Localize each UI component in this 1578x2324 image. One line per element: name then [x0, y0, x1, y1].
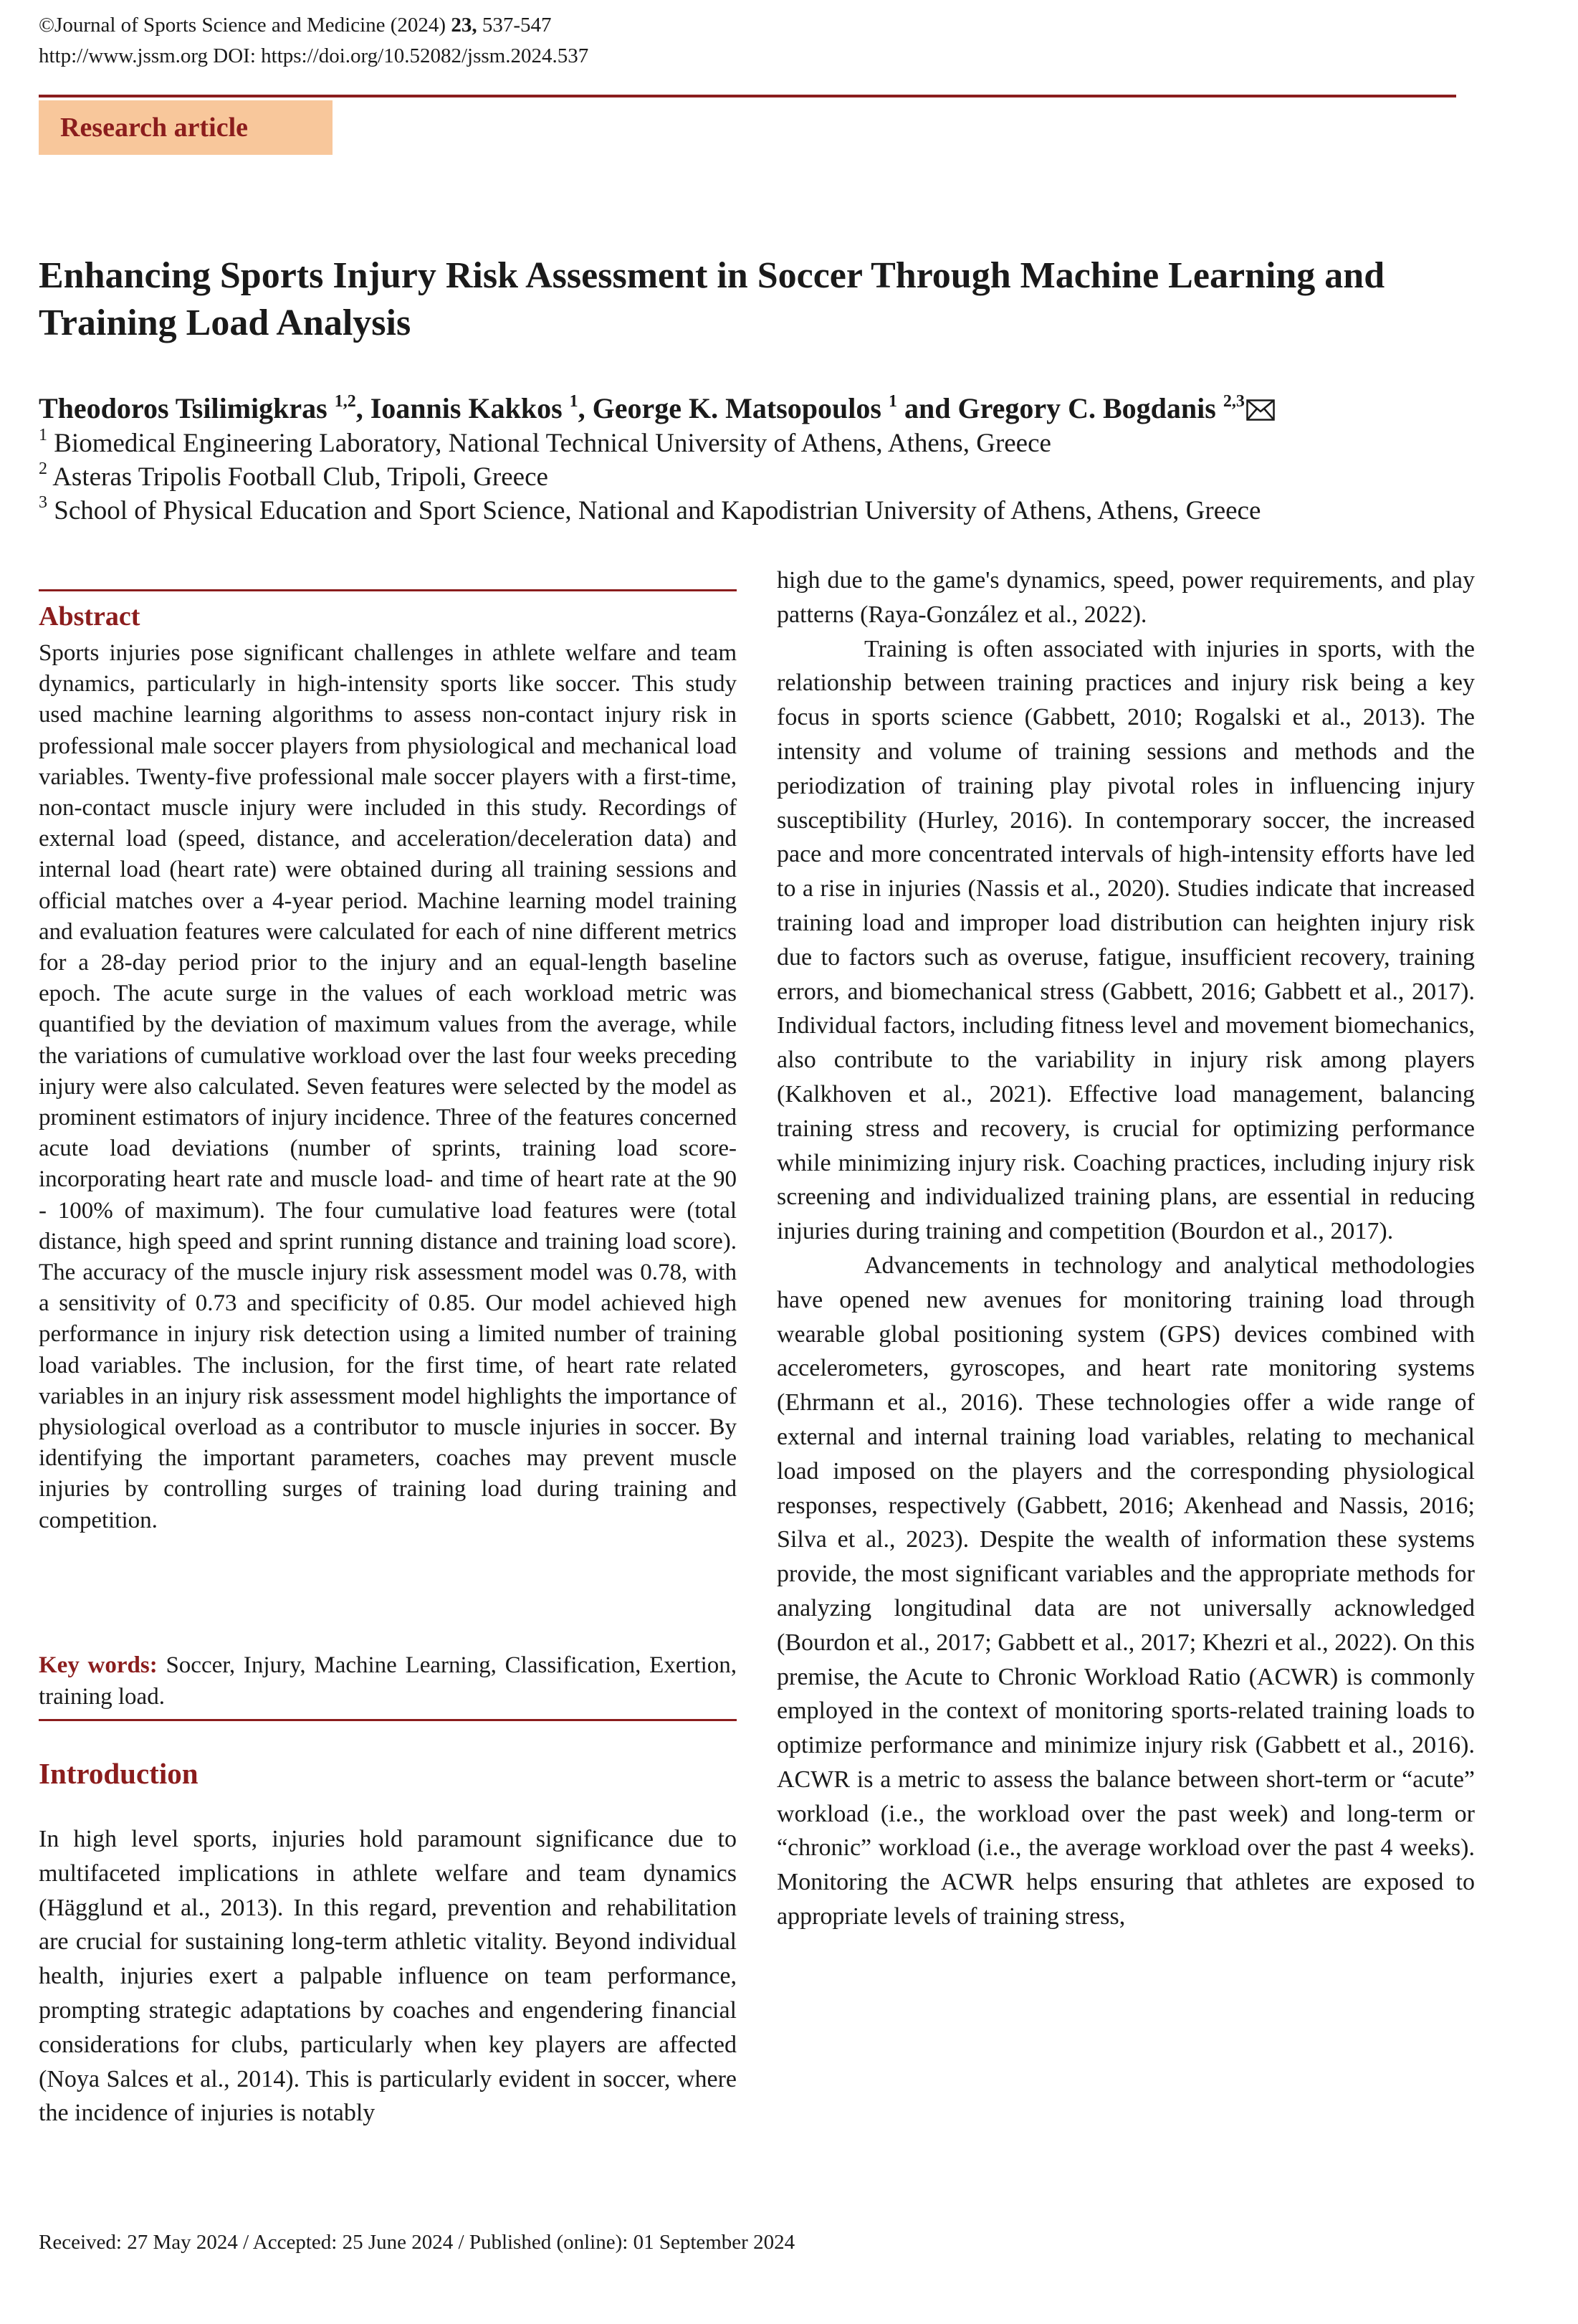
publication-dates: Received: 27 May 2024 / Accepted: 25 June 2024 / Published (online): 01 September 2024: [39, 2231, 795, 2254]
author-list: [39, 391, 1275, 426]
journal-info: [39, 10, 588, 72]
right-column-body: [777, 563, 1475, 1934]
journal-url-doi: http://www.jssm.org DOI: https://doi.org/10.52082/jssm.2024.537: [39, 44, 589, 67]
author: Ioannis Kakkos $^1$,: [370, 392, 593, 424]
envelope-icon[interactable]: [1246, 399, 1275, 421]
left-column-body: [39, 1822, 737, 2130]
keywords-bottom-rule: [39, 1719, 737, 1721]
affiliation-2: $^2$ Asteras Tripolis Football Club, Tripoli, Greece: [39, 459, 548, 492]
intro-paragraph-2: Training is often associated with injuries in sports, with the relationship between training practices and injury risk being a key focus in sports science (Gabbett, 2010; Rogalski et al., 2013). The intensity and volume of training sessions and methods and the periodization of training play pivotal roles in influencing injury susceptibility (Hurley, 2016). In contemporary soccer, the increased pace and more concentrated intervals of high-intensity efforts have led to a rise in injuries (Nassis et al., 2020). Studies indicate that increased training load and improper load distribution can heighten injury risk due to factors such as overuse, fatigue, insufficient recovery, training errors, and biomechanical stress (Gabbett, 2016; Gabbett et al., 2017). Individual factors, including fitness level and movement biomechanics, also contribute to the variability in injury risk among players (Kalkhoven et al., 2021). Effective load management, balancing training stress and recovery, is crucial for optimizing performance while minimizing injury risk. Coaching practices, including injury risk screening and individualized training plans, are essential in reducing injuries during training and competition (Bourdon et al., 2017).: [777, 635, 1475, 1245]
author: George K. Matsopoulos $^1$ and: [592, 392, 958, 424]
paper-title: Enhancing Sports Injury Risk Assessment in Soccer Through Machine Learning and Training Load Analysis: [39, 255, 1385, 343]
author: Theodoros Tsilimigkras $^{1,2}$,: [39, 392, 370, 424]
abstract-text: Sports injuries pose significant challenges in athlete welfare and team dynamics, particularly in high-intensity sports like soccer. This study used machine learning algorithms to assess non-contact injury risk in professional male soccer players from physiological and mechanical load variables. Twenty-five professional male soccer players with a first-time, non-contact muscle injury were included in this study. Recordings of external load (speed, distance, and acceleration/deceleration data) and internal load (heart rate) were obtained during all training sessions and official matches over a 4-year period. Machine learning model training and evaluation features were calculated for each of nine different metrics for a 28-day period prior to the injury and an equal-length baseline epoch. The acute surge in the values of each workload metric was quantified by the deviation of maximum values from the average, while the variations of cumulative workload over the last four weeks preceding injury were also calculated. Seven features were selected by the model as prominent estimators of injury incidence. Three of the features concerned acute load deviations (number of sprints, training load score-incorporating heart rate and muscle load- and time of heart rate at the 90 - 100% of maximum). The four cumulative load features were (total distance, high speed and sprint running distance and training load score). The accuracy of the muscle injury risk assessment model was 0.78, with a sensitivity of 0.73 and specificity of 0.85. Our model achieved high performance in injury risk detection using a limited number of training load variables. The inclusion, for the first time, of heart rate related variables in an injury risk assessment model highlights the importance of physiological overload as a contributor to muscle injuries in soccer. By identifying the important parameters, coaches may prevent muscle injuries by controlling surges of training load during training and competition.: [39, 640, 737, 1533]
introduction-heading: Introduction: [39, 1757, 199, 1790]
abstract-top-rule: [39, 589, 737, 591]
header-rule: [39, 95, 1456, 97]
intro-paragraph-3: Advancements in technology and analytical methodologies have opened new avenues for monitoring training load through wearable global positioning system (GPS) devices combined with accelerometers, gyroscopes, and heart rate monitoring systems (Ehrmann et al., 2016). These technologies offer a wide range of external and internal training load variables, relating to mechanical load imposed on the players and the corresponding physiological responses, respectively (Gabbett, 2016; Akenhead and Nassis, 2016; Silva et al., 2023). Despite the wealth of information these systems provide, the most significant variables and the appropriate methods for analyzing longitudinal data are not universally acknowledged (Bourdon et al., 2017; Gabbett et al., 2017; Khezri et al., 2022). On this premise, the Acute to Chronic Workload Ratio (ACWR) is commonly employed in the context of monitoring sports-related training loads to optimize performance and minimize injury risk (Gabbett et al., 2016). ACWR is a metric to assess the balance between short-term or “acute” workload (i.e., the workload over the past week) and long-term or “chronic” workload (i.e., the average workload over the past 4 weeks). Monitoring the ACWR helps ensuring that athletes are exposed to appropriate levels of training stress,: [777, 1252, 1475, 1930]
keywords: [39, 1650, 737, 1713]
author: Gregory C. Bogdanis $^{2,3}$: [957, 392, 1245, 424]
intro-paragraph-1-continued: high due to the game's dynamics, speed, power requirements, and play patterns (Raya-González et al., 2022).: [777, 567, 1475, 628]
affiliation-1: $^1$ Biomedical Engineering Laboratory, National Technical University of Athens, Athens, Greece: [39, 426, 1051, 458]
keywords-label: Key words:: [39, 1652, 158, 1678]
affiliation-3: $^3$ School of Physical Education and Sport Science, National and Kapodistrian University of Athens, Athens, Greece: [39, 493, 1261, 525]
keywords-list: Soccer, Injury, Machine Learning, Classification, Exertion, training load.: [39, 1652, 737, 1710]
article-type-label: Research article: [39, 100, 333, 155]
abstract-heading: Abstract: [39, 601, 140, 632]
intro-paragraph-1: In high level sports, injuries hold paramount significance due to multifaceted implications in athlete welfare and team dynamics (Hägglund et al., 2013). In this regard, prevention and rehabilitation are crucial for sustaining long-term athletic vitality. Beyond individual health, injuries exert a palpable influence on team performance, prompting strategic adaptations by coaches and engendering financial considerations for clubs, particularly when key players are affected (Noya Salces et al., 2014). This is particularly evident in soccer, where the incidence of injuries is notably: [39, 1826, 737, 2127]
journal-citation: ©Journal of Sports Science and Medicine (2024) 23, 537-547: [39, 14, 552, 37]
